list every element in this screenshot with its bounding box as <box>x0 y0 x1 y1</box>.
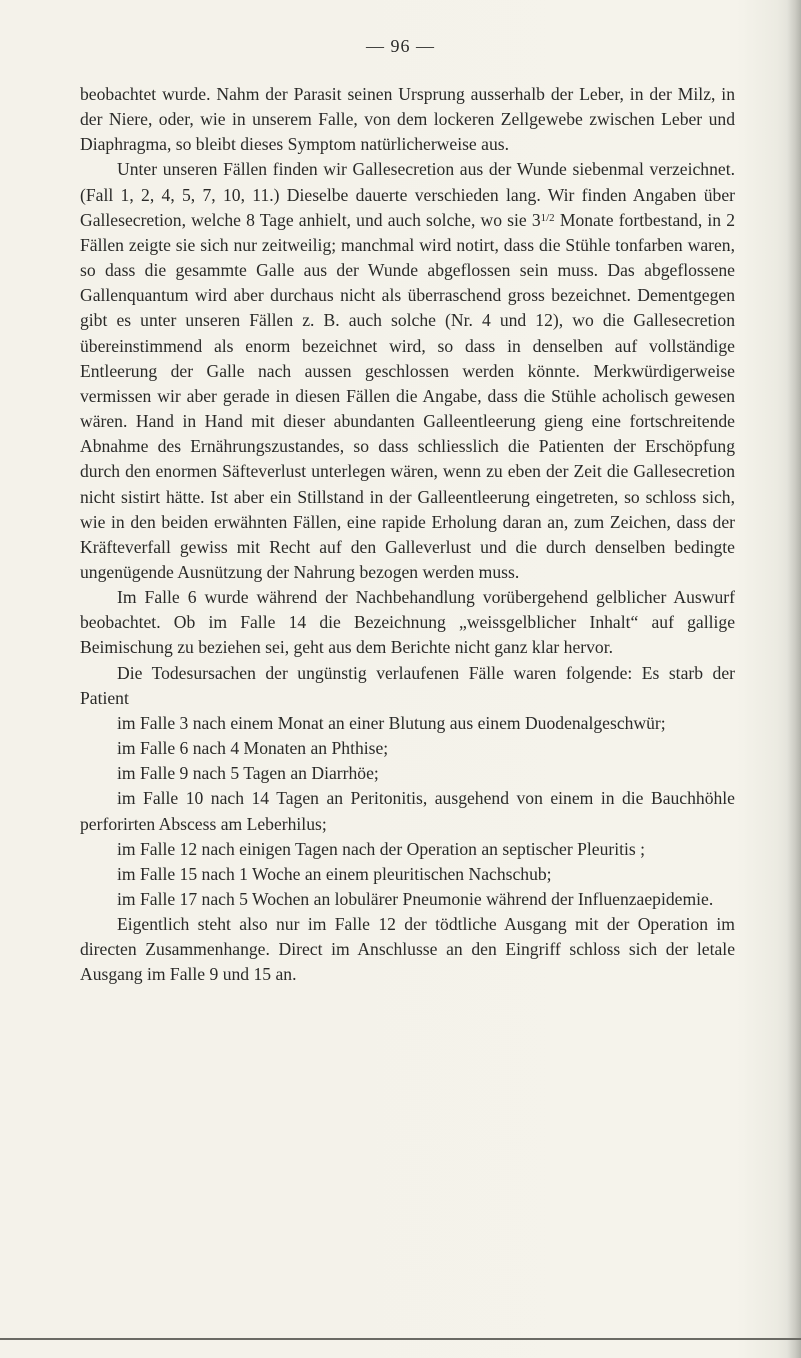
case-entry: im Falle 9 nach 5 Tagen an Diarrhöe; <box>117 763 379 784</box>
body-text <box>80 82 735 988</box>
paragraph-2-text-after: Monate fortbestand, in 2 Fällen zeigte sie sich nur zeitweilig; manchmal wird notirt, dass die Stühle tonfarben waren, so dass die gesammte Galle aus der Wunde abgeflossen sein muss. Das abgeflossene Gallenquantum wird aber durchaus nicht als überraschend gross bezeichnet. Dementgegen gibt es unter unseren Fällen z. B. auch solche (Nr. 4 und 12), wo die Gallesecretion übereinstimmend als enorm bezeichnet wird, so dass in denselben auf vollständige Entleerung der Galle nach aussen geschlossen werden könnte. Merkwürdigerweise vermissen wir aber gerade in diesen Fällen die Angabe, dass die Stühle acholisch gewesen wären. Hand in Hand mit dieser abundanten Galleentleerung gieng eine fortschreitende Abnahme des Ernährungszustandes, so dass schliesslich die Patienten der Erschöpfung durch den enormen Säfteverlust unterlegen wären, wenn zu eben der Zeit die Gallesecretion nicht sistirt hätte. Ist aber ein Stillstand in der Galleentleerung eingetreten, so schloss sich, wie in den beiden erwähnten Fällen, eine rapide Erholung daran an, zum Zeichen, dass der Kräfteverfall gewiss mit Recht auf den Galleverlust und die durch denselben bedingte ungenügende Ausnützung der Nahrung bezogen werden muss. <box>80 209 735 582</box>
page-bottom-edge <box>0 1338 801 1340</box>
paragraph-1: beobachtet wurde. Nahm der Parasit seinen Ursprung ausserhalb der Leber, in der Milz, in der Niere, oder, wie in unserem Falle, von dem lockeren Zellgewebe zwischen Leber und Diaphragma, so bleibt dieses Symptom natürlicherweise aus. <box>80 84 735 155</box>
case-entry: im Falle 6 nach 4 Monaten an Phthise; <box>117 738 389 759</box>
page-edge-shadow <box>787 0 801 1358</box>
paragraph-2 <box>80 157 735 585</box>
case-entry: im Falle 3 nach einem Monat an einer Blutung aus einem Duodenalgeschwür; <box>117 712 666 733</box>
paragraph-conclusion: Eigentlich steht also nur im Falle 12 der tödtliche Ausgang mit der Operation im directen Zusammenhange. Direct im Anschlusse an den Eingriff schloss sich der letale Ausgang im Falle 9 und 15 an. <box>80 914 735 985</box>
paragraph-4: Die Todesursachen der ungünstig verlaufenen Fälle waren folgende: Es starb der Patient <box>80 662 735 708</box>
case-entry: im Falle 12 nach einigen Tagen nach der Operation an septischer Pleuritis ; <box>117 838 646 859</box>
paragraph-3: Im Falle 6 wurde während der Nachbehandlung vorübergehend gelblicher Auswurf beobachtet. Ob im Falle 14 die Bezeichnung „weissgelblicher Inhalt“ auf gallige Beimischung zu beziehen sei, geht aus dem Berichte nicht ganz klar hervor. <box>80 587 735 658</box>
page-number-header: — 96 — <box>366 36 435 56</box>
fraction-half: 1/2 <box>540 211 555 224</box>
case-entry: im Falle 15 nach 1 Woche an einem pleuritischen Nachschub; <box>117 863 552 884</box>
case-entry: im Falle 10 nach 14 Tagen an Peritonitis, ausgehend von einem in die Bauchhöhle perforirten Abscess am Leberhilus; <box>80 788 735 834</box>
paragraph-2-text: Unter unseren Fällen finden wir Gallesecretion aus der Wunde siebenmal verzeichnet. (Fall 1, 2, 4, 5, 7, 10, 11.) Dieselbe dauerte verschieden lang. Wir finden Angaben über Gallesecretion, welche 8 Tage anhielt, und auch solche, wo sie 3 <box>80 159 735 230</box>
case-entry: im Falle 17 nach 5 Wochen an lobulärer Pneumonie während der Influenzaepidemie. <box>117 889 714 909</box>
